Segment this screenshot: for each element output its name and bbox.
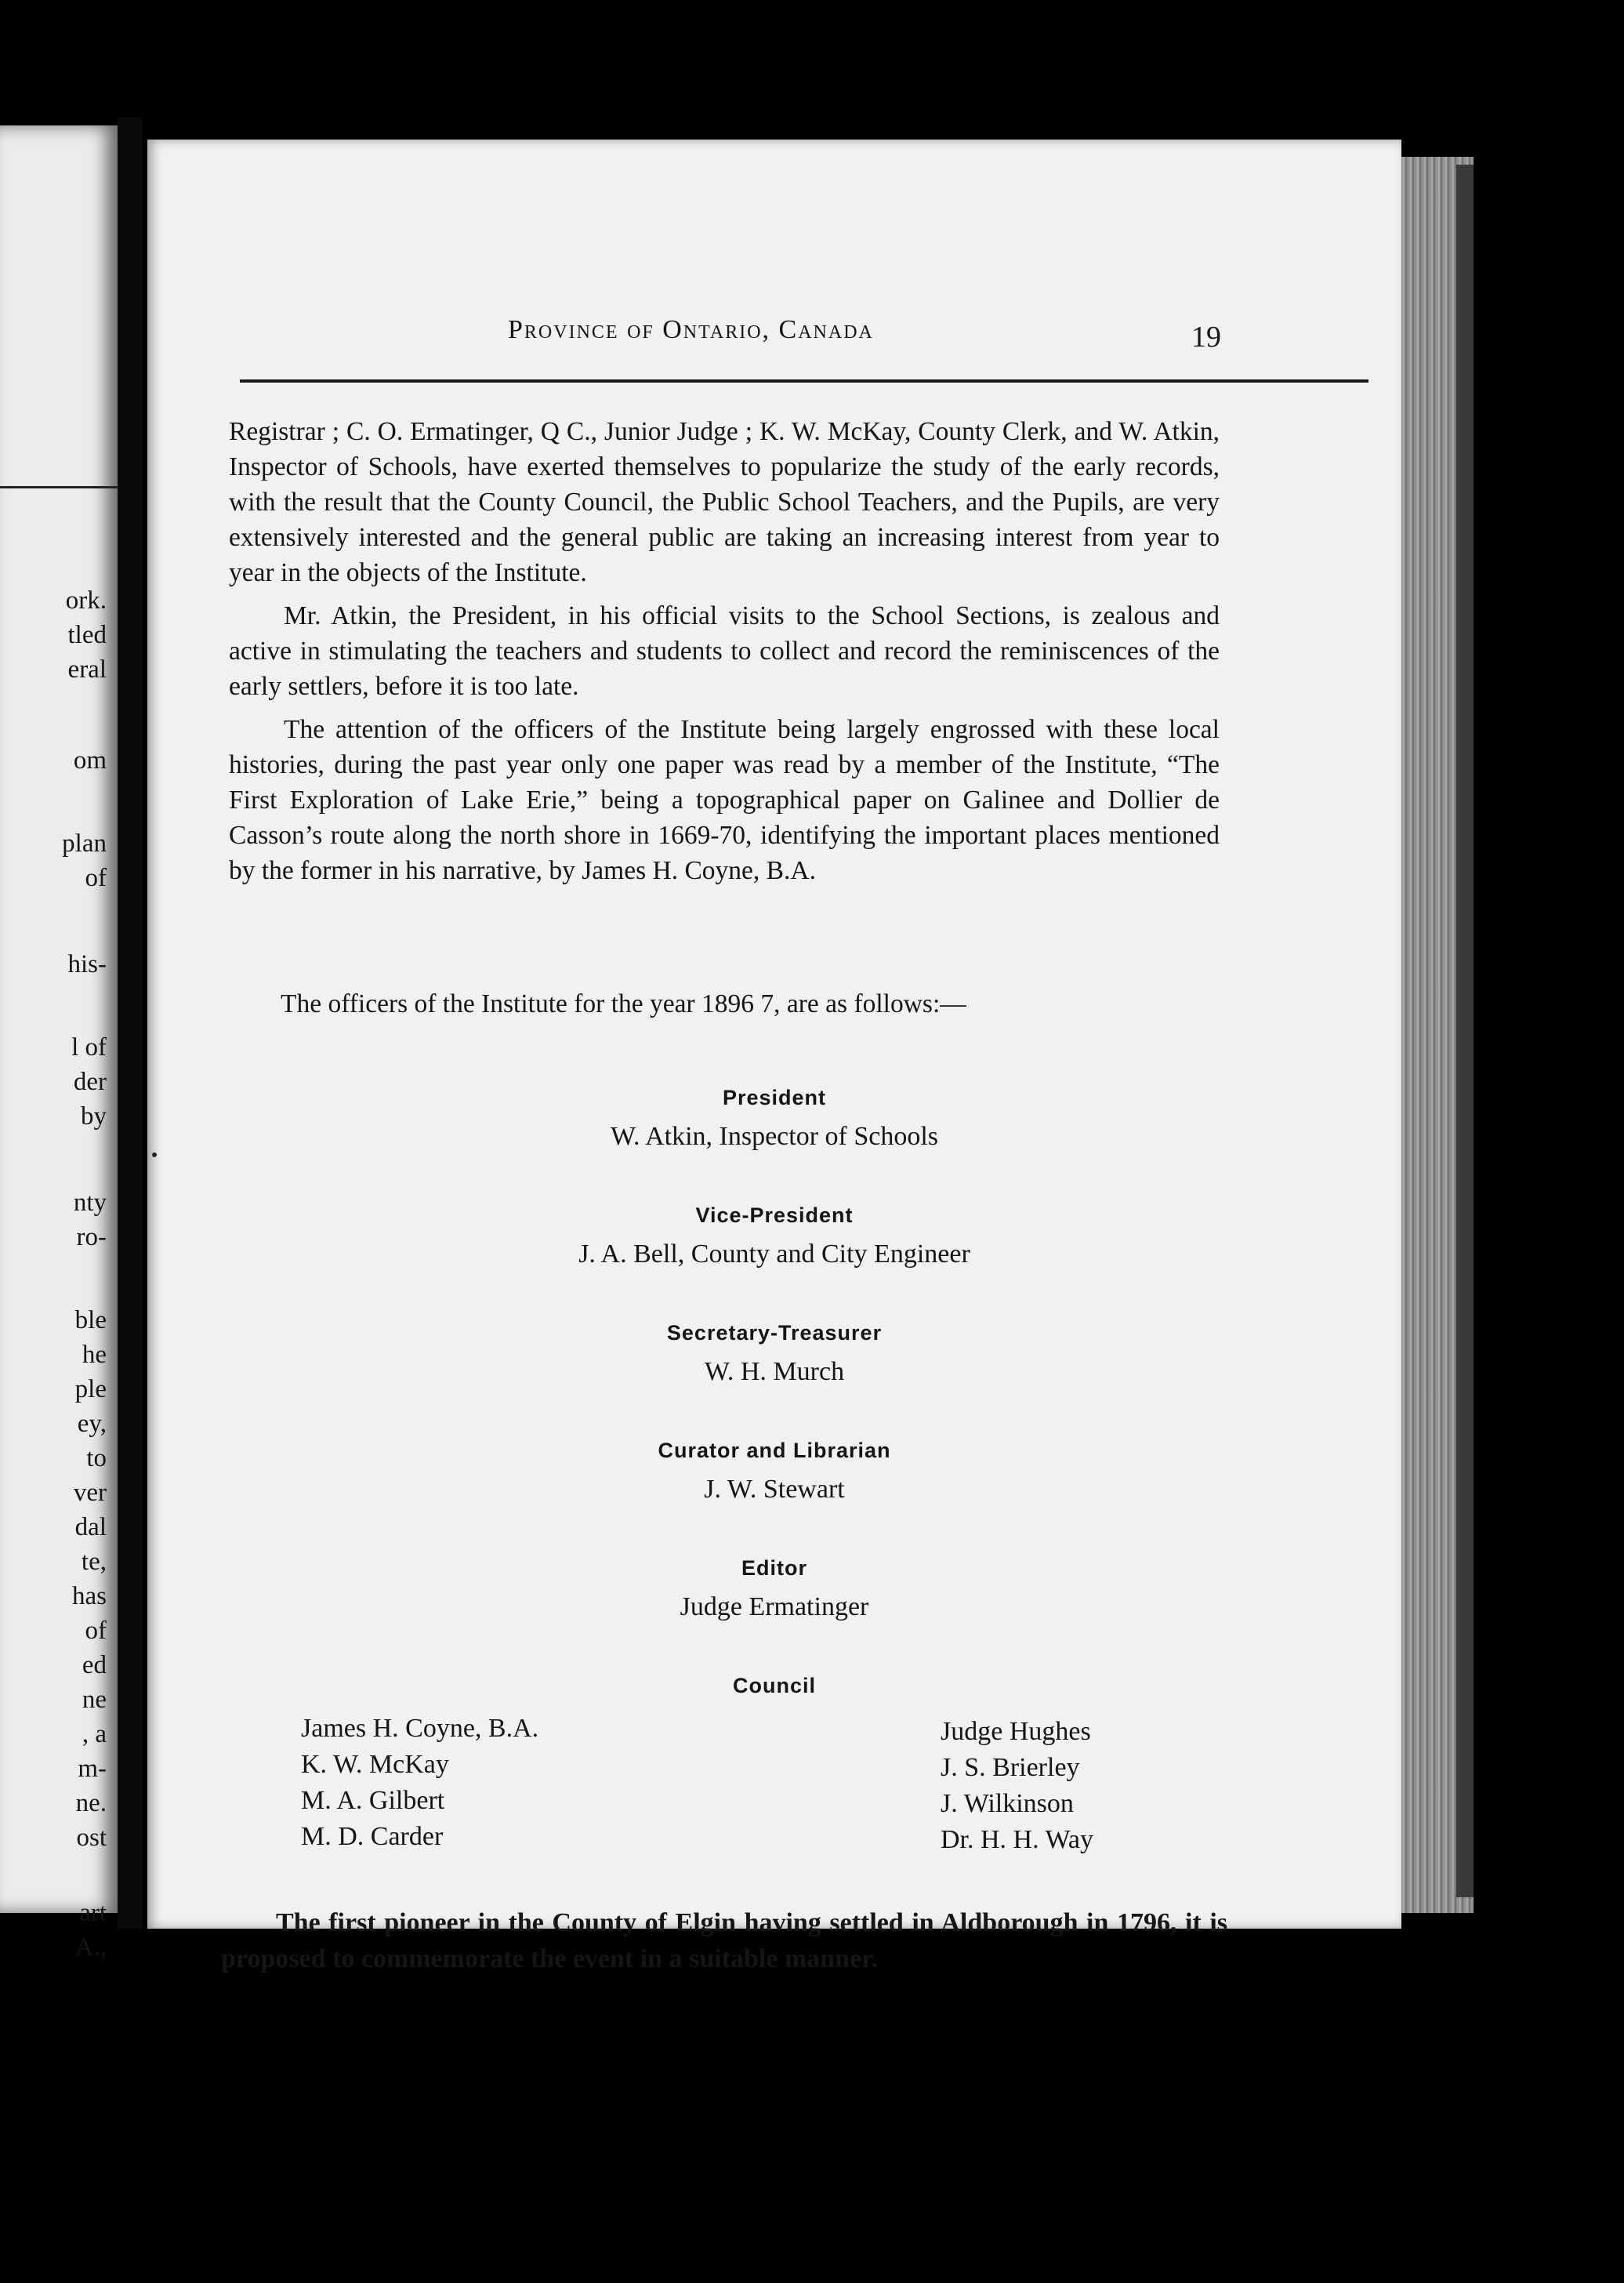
previous-page-fragment: ver — [73, 1479, 107, 1507]
officer-heading: Vice-President — [695, 1203, 854, 1227]
previous-page-fragment: ork. — [65, 586, 107, 615]
book-gutter — [118, 118, 143, 1929]
previous-page-fragment: om — [73, 746, 107, 775]
council-member: J. Wilkinson — [941, 1789, 1074, 1818]
officer-name: Judge Ermatinger — [680, 1592, 869, 1621]
officer-heading: Secretary-Treasurer — [666, 1321, 883, 1345]
council-member: Dr. H. H. Way — [941, 1825, 1093, 1854]
officer-heading: Editor — [741, 1556, 807, 1580]
closing-paragraph: The first pioneer in the County of Elgin having settled in Aldborough in 1796, it is proposed to commemorate the event in a suitable manner. — [221, 1908, 1227, 1973]
officers-intro: The officers of the Institute for the year 1896 7, are as follows:— — [281, 989, 966, 1018]
previous-page-fragment: he — [82, 1341, 107, 1369]
officer-name: J. A. Bell, County and City Engineer — [578, 1239, 970, 1269]
previous-page-fragment: A., — [74, 1933, 107, 1962]
council-member: M. A. Gilbert — [301, 1786, 445, 1815]
previous-page-fragment: by — [81, 1102, 107, 1131]
previous-page-fragment: art — [79, 1899, 107, 1927]
council-member: Judge Hughes — [941, 1717, 1091, 1746]
council-right-column — [941, 1714, 1093, 1858]
previous-page-fragment: tled — [67, 621, 107, 649]
body-text — [229, 414, 1220, 896]
page-number: 19 — [1191, 321, 1221, 354]
previous-page-fragment: ble — [74, 1306, 107, 1334]
council-heading: Council — [733, 1674, 816, 1697]
previous-page-fragment: eral — [67, 655, 107, 684]
officer-editor — [147, 1555, 1401, 1623]
council-left-column — [301, 1711, 538, 1855]
council-member: James H. Coyne, B.A. — [301, 1714, 539, 1743]
previous-page-fragment: has — [72, 1582, 107, 1610]
previous-page-fragment: der — [73, 1068, 107, 1096]
previous-page-fragment: nty — [73, 1189, 107, 1217]
previous-page-fragment: of — [85, 864, 107, 892]
officer-name: W. H. Murch — [704, 1357, 845, 1386]
officer-name: J. W. Stewart — [704, 1475, 845, 1504]
previous-page-fragment: dal — [74, 1513, 107, 1541]
previous-page-head-rule — [0, 486, 118, 488]
previous-page-fragment: ey, — [77, 1410, 107, 1438]
previous-page-fragment: ne — [82, 1686, 107, 1714]
council-heading-block — [147, 1673, 1401, 1698]
print-speck — [152, 1152, 157, 1157]
previous-page-fragment: ple — [74, 1375, 107, 1403]
paragraph: The attention of the officers of the Institute being largely engrossed with these local histories, during the past year only one paper was read by a member of the Institute, “The First Exploration of Lake Erie,” being a topographical paper on Galinee and Dollier de Casson’s route along the north shore in 1669-70, identifying the important places mentioned by the former in his narrative, by James H. Coyne, B.A. — [229, 715, 1220, 885]
previous-page-fragment: to — [86, 1444, 107, 1472]
previous-page-fragment: his- — [67, 950, 107, 978]
council-member: J. S. Brierley — [941, 1753, 1080, 1782]
officer-curator-librarian — [147, 1438, 1401, 1505]
previous-page-fragment: te, — [81, 1548, 107, 1576]
header-rule — [240, 379, 1368, 383]
previous-page-edge — [0, 125, 118, 1962]
previous-page-fragment: of — [85, 1617, 107, 1645]
previous-page-fragment: ed — [82, 1651, 107, 1679]
officer-vice-president — [147, 1203, 1401, 1270]
officer-secretary-treasurer — [147, 1320, 1401, 1388]
page-content — [147, 0, 1401, 2283]
previous-page-fragment: m- — [78, 1755, 107, 1783]
previous-page-fragment: ro- — [76, 1223, 107, 1251]
officer-name: W. Atkin, Inspector of Schools — [610, 1122, 939, 1151]
previous-page-fragment: ost — [76, 1824, 107, 1852]
running-head-title: Province of Ontario, Canada — [508, 315, 874, 344]
council-member: K. W. McKay — [301, 1750, 449, 1779]
previous-page-fragment: l of — [71, 1033, 107, 1062]
previous-page-fragment: , a — [82, 1720, 107, 1748]
previous-page-fragment: ne. — [75, 1789, 107, 1817]
officer-heading: Curator and Librarian — [658, 1439, 891, 1462]
officer-president — [147, 1085, 1401, 1152]
previous-page-fragment: plan — [62, 829, 107, 858]
book-fore-edge-shadow — [1456, 165, 1474, 1897]
paragraph: Registrar ; C. O. Ermatinger, Q C., Junior Judge ; K. W. McKay, County Clerk, and W. Atkin, Inspector of Schools, have exerted themselves to popularize the study of the early records, with the result that the County Council, the Public School Teachers, and the Pupils, are very extensively interested and the general public are taking an increasing interest from year to year in the objects of the Institute. — [229, 417, 1220, 587]
officer-heading: President — [722, 1086, 827, 1109]
council-member: M. D. Carder — [301, 1822, 444, 1851]
paragraph: Mr. Atkin, the President, in his official visits to the School Sections, is zealous and active in stimulating the teachers and students to collect and record the reminiscences of the early settlers, before it is too late. — [229, 601, 1220, 701]
